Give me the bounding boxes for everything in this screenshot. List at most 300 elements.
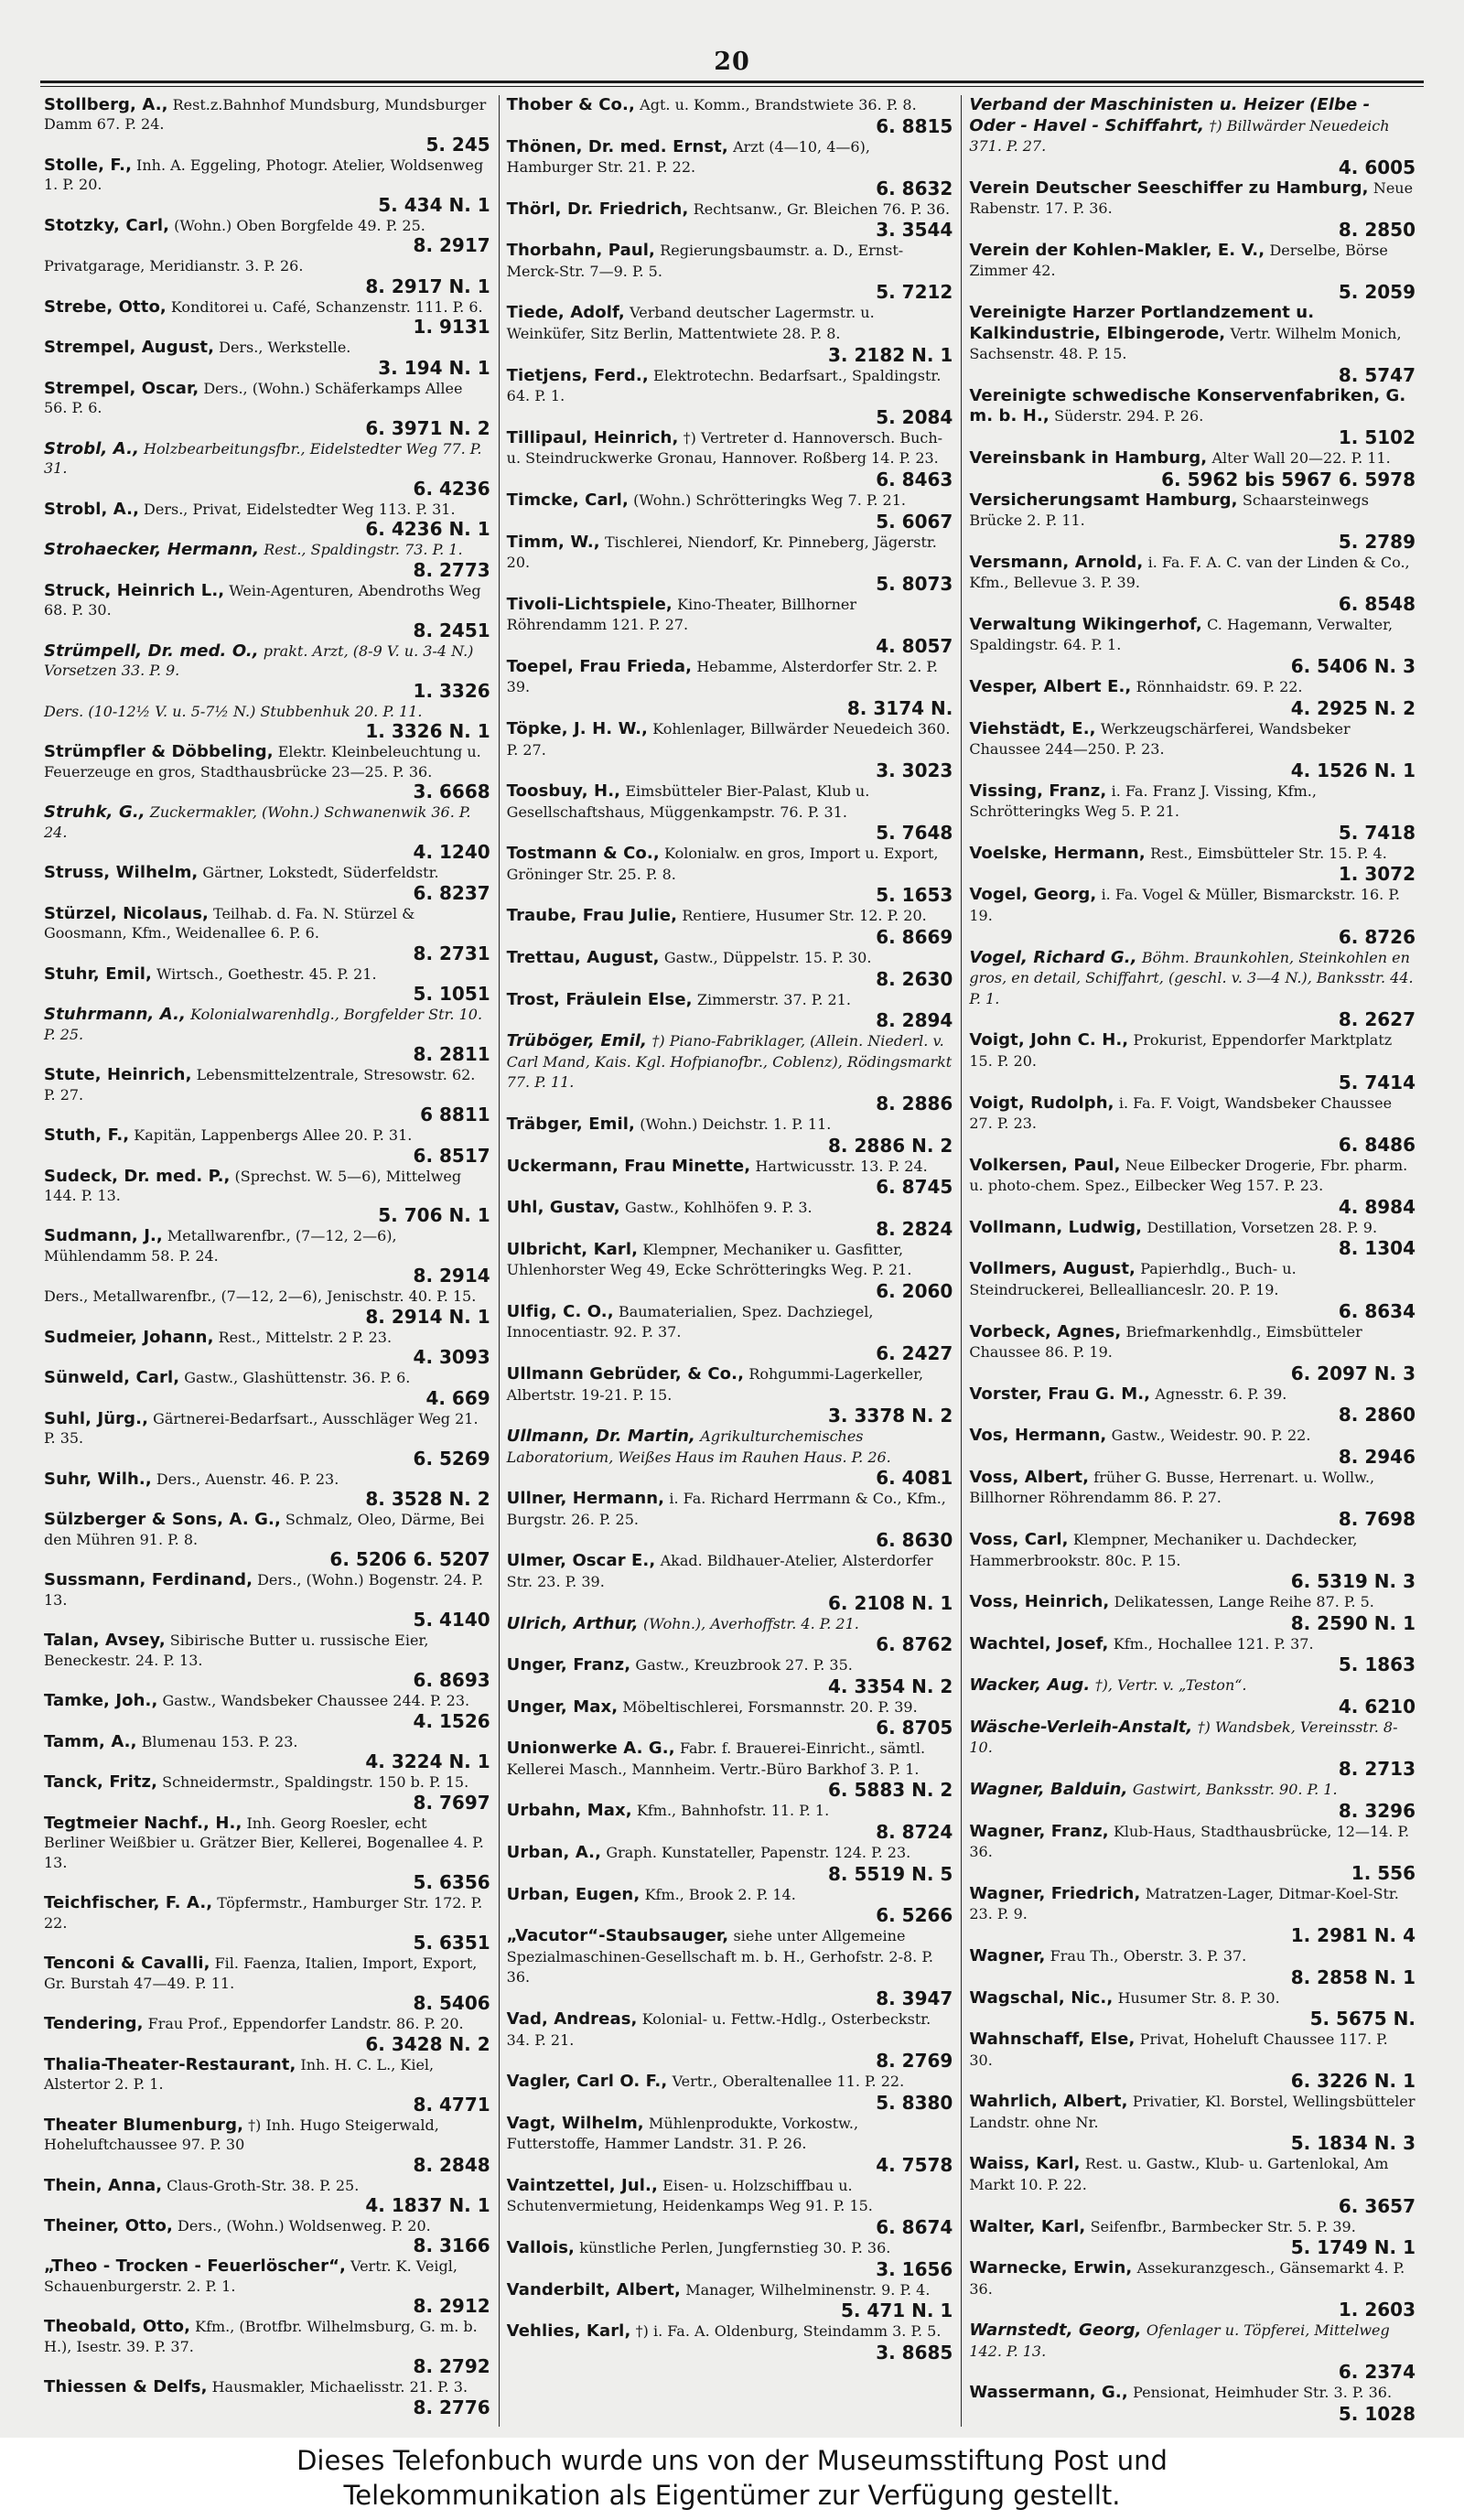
- directory-entry: [507, 303, 953, 364]
- entry-address: Inh. Georg Roesler, echt Berliner Weißbier u. Grätzer Bier, Kellerei, Bogenallee 4. P. 13.: [44, 1814, 484, 1871]
- directory-entry: [44, 702, 490, 741]
- entry-phone-number: 5. 1653: [876, 884, 953, 907]
- entry-address: Ders., Privat, Eidelstedter Weg 113. P. 31.: [144, 500, 456, 518]
- entry-name: Ulmer, Oscar E.,: [506, 1551, 656, 1571]
- directory-entry: [44, 641, 490, 701]
- entry-address: Akad. Bildhauer-Atelier, Alsterdorfer Str. 23. P. 39.: [506, 1552, 933, 1591]
- entry-name: Strohaecker, Hermann,: [44, 540, 260, 560]
- entry-name: Vaintzettel, Jul.,: [506, 2175, 658, 2195]
- directory-entry: [44, 1954, 490, 2013]
- entry-name: Versmann, Arnold,: [969, 552, 1144, 572]
- entry-phone-number: 8. 2811: [413, 1043, 490, 1066]
- entry-phone-number: 8. 2917 N. 1: [365, 275, 490, 297]
- entry-address: Assekuranzgesch., Gänsemarkt 4. P. 36.: [969, 2259, 1405, 2298]
- entry-phone-number: 5. 8380: [876, 2091, 953, 2114]
- entry-address: Klempner, Mechaniker u. Dachdecker, Hammerbrookstr. 80c. P. 15.: [969, 1531, 1358, 1569]
- entry-name: Voss, Heinrich,: [969, 1592, 1110, 1612]
- entry-phone-number: 6. 5266: [876, 1904, 953, 1927]
- entry-address: †) Piano-Fabriklager, (Allein. Niederl. v. Carl Mand, Kais. Kgl. Hofpianofbr., Coblenz), Rödingsmarkt 77. P. 11.: [506, 1032, 953, 1092]
- entry-phone-number: 4. 1526 N. 1: [1290, 759, 1416, 781]
- entry-phone-number: 5. 471 N. 1: [840, 2299, 953, 2322]
- entry-name: Tostmann & Co.,: [506, 844, 660, 864]
- entry-address: Frau Prof., Eppendorfer Landstr. 86. P. 20.: [147, 2015, 464, 2033]
- entry-address: Gastw., Düppelstr. 15. P. 30.: [663, 949, 872, 967]
- directory-column-2: [499, 95, 962, 2427]
- entry-address: Eimsbütteler Bier-Palast, Klub u. Gesellschaftshaus, Müggenkampstr. 76. P. 31.: [506, 782, 870, 821]
- directory-entry: [44, 256, 490, 296]
- entry-address: †) Wandsbek, Vereinsstr. 8-10.: [969, 1718, 1398, 1757]
- entry-name: Unger, Franz,: [506, 1655, 631, 1675]
- entry-address: Neue Rabenstr. 17. P. 36.: [969, 178, 1414, 218]
- entry-phone-number: 6. 8517: [413, 1144, 490, 1167]
- directory-entry: [44, 338, 490, 377]
- entry-name: Thönen, Dr. med. Ernst,: [506, 136, 728, 156]
- directory-entry: [44, 1732, 490, 1772]
- directory-entry: [969, 1634, 1416, 1675]
- entry-phone-number: 8. 2886: [876, 1092, 953, 1115]
- entry-phone-number: 1. 2981 N. 4: [1290, 1923, 1416, 1946]
- directory-entry: [507, 2321, 953, 2363]
- directory-entry: [507, 990, 953, 1031]
- entry-address: Ders., Werkstelle.: [219, 339, 351, 357]
- directory-entry: [507, 1489, 953, 1550]
- entry-name: Stuth, F.,: [44, 1125, 130, 1146]
- entry-name: Thörl, Dr. Friedrich,: [506, 199, 689, 219]
- directory-entry: [44, 500, 490, 539]
- entry-phone-number: 6. 8726: [1338, 925, 1416, 948]
- entry-address: Kolonial- u. Fettw.-Hdlg., Osterbeckstr. 34. P. 21.: [506, 2009, 931, 2049]
- entry-phone-number: 6. 3657: [1338, 2194, 1416, 2217]
- entry-address: Rentiere, Husumer Str. 12. P. 20.: [682, 907, 927, 925]
- entry-address: Alter Wall 20—22. P. 11.: [1211, 448, 1391, 467]
- footer-line-2: Telekommunikation als Eigentümer zur Verfügung gestellt.: [343, 2480, 1121, 2511]
- entry-name: Wagschal, Nic.,: [969, 1987, 1114, 2008]
- directory-entry: [969, 95, 1416, 178]
- entry-address: Zuckermakler, (Wohn.) Schwanenwik 36. P. 24.: [44, 803, 471, 841]
- directory-entry: [44, 1125, 490, 1165]
- directory-entry: [507, 1801, 953, 1842]
- entry-address: Elektrotechn. Bedarfsart., Spaldingstr. 64. P. 1.: [506, 366, 942, 405]
- entry-phone-number: 8. 7698: [1338, 1508, 1416, 1531]
- entry-address: Schmalz, Oleo, Därme, Bei den Mühren 91. P. 8.: [44, 1511, 485, 1548]
- entry-name: Töpke, J. H. W.,: [506, 718, 648, 738]
- entry-address: Süderstr. 294. P. 26.: [1054, 407, 1204, 425]
- entry-address: Arzt (4—10, 4—6), Hamburger Str. 21. P. 22.: [506, 137, 870, 177]
- directory-entry: [44, 379, 490, 438]
- entry-phone-number: 8. 2776: [413, 2396, 490, 2418]
- entry-name: Wagner, Franz,: [969, 1821, 1109, 1841]
- entry-name: Waiss, Karl,: [969, 2154, 1081, 2174]
- entry-phone-number: 6. 8745: [876, 1176, 953, 1199]
- entry-address: Frau Th., Oberstr. 3. P. 37.: [1050, 1946, 1247, 1965]
- entry-phone-number: 8. 5406: [413, 1992, 490, 2015]
- entry-phone-number: 5. 6356: [413, 1871, 490, 1894]
- entry-address: Schaarsteinwegs Brücke 2. P. 11.: [969, 490, 1369, 530]
- entry-phone-number: 8. 7697: [413, 1791, 490, 1814]
- entry-name: Vagler, Carl O. F.,: [506, 2072, 668, 2092]
- entry-phone-number: 6. 8632: [876, 177, 953, 199]
- entry-phone-number: 8. 2824: [876, 1217, 953, 1240]
- directory-entry: [507, 1302, 953, 1363]
- directory-entry: [507, 2238, 953, 2279]
- directory-entry: [969, 241, 1416, 302]
- entry-phone-number: 8. 5747: [1338, 363, 1416, 386]
- directory-entry: [969, 303, 1416, 385]
- entry-address: Graph. Kunstateller, Papenstr. 124. P. 23.: [606, 1844, 911, 1862]
- entry-name: Sussmann, Ferdinand,: [44, 1570, 253, 1590]
- directory-entry: [507, 2009, 953, 2071]
- directory-entry: [969, 844, 1416, 885]
- entry-name: Ullmann Gebrüder, & Co.,: [506, 1363, 745, 1384]
- entry-name: Volkersen, Paul,: [969, 1155, 1121, 1175]
- entry-address: Rest.z.Bahnhof Mundsburg, Mundsburger Damm 67. P. 24.: [44, 96, 487, 134]
- directory-column-1: [40, 95, 499, 2427]
- directory-entry: [969, 2217, 1416, 2258]
- directory-entry: [969, 1030, 1416, 1092]
- entry-address: (Wohn.), Averhoffstr. 4. P. 21.: [643, 1614, 859, 1632]
- entry-address: Klub-Haus, Stadthausbrücke, 12—14. P. 36.: [969, 1822, 1410, 1861]
- entry-address: Hartwicusstr. 13. P. 24.: [755, 1157, 928, 1175]
- entry-name: Ulbricht, Karl,: [506, 1239, 639, 1259]
- entry-name: Trüböger, Emil,: [506, 1031, 648, 1051]
- entry-name: Stotzky, Carl,: [44, 215, 170, 235]
- entry-phone-number: 5. 2789: [1338, 530, 1416, 553]
- directory-entry: [44, 2256, 490, 2316]
- entry-name: Voigt, Rudolph,: [969, 1093, 1114, 1113]
- entry-name: Verein Deutscher Seeschiffer zu Hamburg,: [969, 178, 1369, 198]
- directory-entry: [507, 1739, 953, 1800]
- directory-entry: [44, 2055, 490, 2115]
- entry-name: Verwaltung Wikingerhof,: [969, 614, 1202, 634]
- directory-entry: [44, 802, 490, 862]
- entry-phone-number: 8. 2627: [1338, 1008, 1416, 1031]
- entry-phone-number: 8. 4771: [413, 2093, 490, 2116]
- entry-phone-number: 5. 6067: [876, 510, 953, 533]
- entry-phone-number: 5. 1863: [1338, 1653, 1416, 1676]
- entry-phone-number: 4. 6210: [1338, 1695, 1416, 1718]
- entry-phone-number: 6. 4081: [876, 1467, 953, 1490]
- directory-entry: [969, 1946, 1416, 1987]
- entry-phone-number: 6. 8486: [1338, 1133, 1416, 1156]
- entry-name: Suhr, Wilh.,: [44, 1469, 152, 1489]
- entry-name: Verein der Kohlen-Makler, E. V.,: [969, 240, 1265, 260]
- entry-name: Urbahn, Max,: [506, 1801, 632, 1821]
- directory-entry: [969, 1988, 1416, 2030]
- entry-name: „Theo - Trocken - Feuerlöscher“,: [44, 2256, 346, 2277]
- entry-address: Teilhab. d. Fa. N. Stürzel & Goosmann, Kfm., Weidenallee 6. P. 6.: [44, 904, 415, 942]
- directory-entry: [969, 1468, 1416, 1529]
- entry-address: Derselbe, Börse Zimmer 42.: [969, 241, 1388, 280]
- entry-address: Böhm. Braunkohlen, Steinkohlen en gros, en detail, Schiffahrt, (geschl. v. 3—4 N.), Banksstr. 44. P. 1.: [969, 948, 1414, 1007]
- entry-name: Voigt, John C. H.,: [969, 1030, 1129, 1050]
- entry-name: Vereinigte schwedische Konservenfabriken, G. m. b. H.,: [969, 385, 1406, 426]
- directory-entry: [507, 95, 953, 136]
- entry-phone-number: 5. 1834 N. 3: [1290, 2132, 1416, 2155]
- entry-phone-number: 6. 8762: [876, 1633, 953, 1656]
- entry-phone-number: 4. 2925 N. 2: [1290, 696, 1416, 719]
- entry-name: Toepel, Frau Frieda,: [506, 656, 693, 676]
- entry-address: Zimmerstr. 37. P. 21.: [696, 990, 851, 1008]
- directory-entry: [507, 1551, 953, 1612]
- directory-entry: [507, 1240, 953, 1301]
- entry-phone-number: 8. 1304: [1338, 1237, 1416, 1260]
- entry-name: Verband der Maschinisten u. Heizer (Elbe - Oder - Havel - Schiffahrt,: [969, 95, 1371, 135]
- entry-phone-number: 6. 8548: [1338, 592, 1416, 615]
- entry-phone-number: 6. 2374: [1338, 2361, 1416, 2384]
- entry-phone-number: 6. 8630: [876, 1529, 953, 1552]
- entry-phone-number: 5. 6351: [413, 1932, 490, 1955]
- entry-address: Kfm., Bahnhofstr. 11. P. 1.: [636, 1802, 830, 1820]
- entry-address: Schneidermstr., Spaldingstr. 150 b. P. 15.: [162, 1773, 469, 1792]
- entry-name: Wagner, Balduin,: [969, 1780, 1128, 1800]
- entry-phone-number: 8. 2917: [413, 234, 490, 257]
- entry-address: Fabr. f. Brauerei-Einricht., sämtl. Kellerei Masch., Mannheim. Vertr.-Büro Barkhof 3. P. 1.: [506, 1739, 926, 1778]
- entry-address: Ofenlager u. Töpferei, Mittelweg 142. P. 13.: [969, 2321, 1390, 2360]
- directory-entry: [44, 904, 490, 964]
- entry-phone-number: 8. 2914: [413, 1265, 490, 1287]
- entry-address: Baumaterialien, Spez. Dachziegel, Innocentiastr. 92. P. 37.: [506, 1302, 874, 1341]
- directory-entry: [969, 1093, 1416, 1155]
- entry-address: Rohgummi-Lagerkeller, Albertstr. 19-21. P. 15.: [506, 1364, 924, 1404]
- entry-address: Verband deutscher Lagermstr. u. Weinküfer, Sitz Berlin, Mattentwiete 28. P. 8.: [506, 304, 875, 343]
- entry-phone-number: 4. 7578: [876, 2153, 953, 2176]
- directory-entry: [507, 1926, 953, 2008]
- directory-entry: [969, 677, 1416, 718]
- directory-entry: [507, 2072, 953, 2113]
- directory-entry: [969, 386, 1416, 447]
- entry-phone-number: 1. 3326 N. 1: [365, 720, 490, 743]
- entry-phone-number: 8. 2769: [876, 2050, 953, 2073]
- directory-entry: [44, 2377, 490, 2417]
- entry-phone-number: 8. 3528 N. 2: [365, 1488, 490, 1511]
- entry-address: (Wohn.) Schrötteringks Weg 7. P. 21.: [633, 490, 906, 509]
- directory-entry: [507, 241, 953, 302]
- entry-phone-number: 6. 8693: [413, 1669, 490, 1692]
- entry-address: (Sprechst. W. 5—6), Mittelweg 144. P. 13.: [44, 1167, 462, 1204]
- entry-address: Inh. A. Eggeling, Photogr. Atelier, Woldsenweg 1. P. 20.: [44, 156, 484, 194]
- entry-address: †) Inh. Hugo Steigerwald, Hoheluftchaussee 97. P. 30: [44, 2116, 439, 2154]
- entry-name: Thalia-Theater-Restaurant,: [44, 2054, 296, 2074]
- directory-entry: [969, 615, 1416, 676]
- entry-phone-number: 8. 2792: [413, 2355, 490, 2378]
- entry-phone-number: 8. 2731: [413, 942, 490, 964]
- entry-phone-number: 3. 6668: [413, 781, 490, 803]
- entry-phone-number: 4. 3224 N. 1: [365, 1750, 490, 1773]
- directory-entry: [507, 1031, 953, 1114]
- entry-name: Tamm, A.,: [44, 1731, 137, 1751]
- directory-entry: [969, 1718, 1416, 1779]
- entry-address: †) Vertreter d. Hannoversch. Buch- u. Steindruckwerke Gronau, Hannover. Roßberg 14. P. 23.: [506, 428, 943, 468]
- entry-phone-number: 4. 8984: [1338, 1195, 1416, 1218]
- entry-address: Husumer Str. 8. P. 30.: [1117, 1988, 1280, 2007]
- entry-phone-number: 4. 1240: [413, 841, 490, 864]
- entry-phone-number: 8. 2630: [876, 967, 953, 990]
- directory-entry: [44, 1409, 490, 1469]
- entry-name: Uckermann, Frau Minette,: [506, 1156, 751, 1176]
- entry-phone-number: 1. 2603: [1338, 2299, 1416, 2321]
- directory-entry: [44, 1226, 490, 1286]
- entry-phone-number: 6. 2108 N. 1: [828, 1591, 953, 1614]
- entry-address: Privatgarage, Meridianstr. 3. P. 26.: [44, 257, 304, 275]
- entry-address: Kapitän, Lappenbergs Allee 20. P. 31.: [134, 1126, 413, 1145]
- entry-address: Ders., (Wohn.) Woldsenweg. P. 20.: [177, 2217, 431, 2235]
- entry-phone-number: 8. 2946: [1338, 1445, 1416, 1468]
- directory-entry: [44, 297, 490, 337]
- entry-name: Sudmann, J.,: [44, 1226, 163, 1246]
- entry-name: Stürzel, Nicolaus,: [44, 903, 209, 923]
- page-number: 20: [714, 48, 750, 76]
- entry-name: Tegtmeier Nachf., H.,: [44, 1813, 242, 1833]
- entry-phone-number: 5. 1749 N. 1: [1290, 2236, 1416, 2259]
- entry-phone-number: 8. 2858 N. 1: [1290, 1965, 1416, 1988]
- entry-phone-number: 3. 2182 N. 1: [828, 343, 953, 366]
- entry-name: Voelske, Hermann,: [969, 843, 1146, 863]
- directory-entry: [969, 719, 1416, 781]
- entry-name: Vissing, Franz,: [969, 781, 1107, 801]
- entry-address: künstliche Perlen, Jungfernstieg 30. P. 36.: [579, 2239, 891, 2256]
- directory-entry: [507, 199, 953, 241]
- directory-entry: [969, 1675, 1416, 1717]
- entry-address: Agrikulturchemisches Laboratorium, Weißes Haus im Rauhen Haus. P. 26.: [506, 1427, 891, 1466]
- entry-name: Tanck, Fritz,: [44, 1772, 158, 1793]
- directory-entry: [969, 1156, 1416, 1217]
- directory-entry: [507, 2280, 953, 2321]
- directory-entry: [44, 1814, 490, 1892]
- entry-name: Sülzberger & Sons, A. G.,: [44, 1510, 281, 1530]
- entry-phone-number: 8. 3166: [413, 2235, 490, 2257]
- directory-entry: [969, 1322, 1416, 1384]
- entry-name: Voss, Albert,: [969, 1467, 1090, 1487]
- entry-name: Strobl, A.,: [44, 499, 140, 519]
- directory-entry: [507, 657, 953, 718]
- entry-name: Ulfig, C. O.,: [506, 1301, 614, 1321]
- entry-phone-number: 6. 5319 N. 3: [1290, 1570, 1416, 1593]
- entry-address: Werkzeugschärferei, Wandsbeker Chaussee 244—250. P. 23.: [969, 719, 1351, 759]
- entry-address: Fil. Faenza, Italien, Import, Export, Gr. Burstah 47—49. P. 11.: [44, 1955, 478, 1992]
- entry-phone-number: 4. 1837 N. 1: [365, 2194, 490, 2216]
- entry-phone-number: 5. 706 N. 1: [378, 1204, 490, 1227]
- entry-name: Wassermann, G.,: [969, 2383, 1128, 2403]
- directory-entry: [507, 948, 953, 989]
- directory-entry: [507, 781, 953, 843]
- entry-name: Strempel, August,: [44, 338, 215, 358]
- directory-entry: [969, 490, 1416, 552]
- entry-name: Vollmers, August,: [969, 1259, 1136, 1279]
- entry-address: †) i. Fa. A. Oldenburg, Steindamm 3. P. 5.: [635, 2322, 942, 2341]
- entry-phone-number: 1. 5102: [1338, 425, 1416, 448]
- entry-address: Kfm., Hochallee 121. P. 37.: [1113, 1634, 1314, 1653]
- entry-phone-number: 1. 3072: [1338, 863, 1416, 886]
- entry-address: Töpfermstr., Hamburger Str. 172. P. 22.: [44, 1894, 483, 1932]
- header-rule: [40, 81, 1424, 83]
- entry-name: Vogel, Richard G.,: [969, 947, 1137, 967]
- directory-entry: [969, 448, 1416, 490]
- directory-entry: [507, 1843, 953, 1884]
- entry-name: Wagner, Friedrich,: [969, 1883, 1141, 1903]
- entry-phone-number: 8. 2912: [413, 2295, 490, 2318]
- entry-address: Delikatessen, Lange Reihe 87. P. 5.: [1114, 1593, 1374, 1611]
- entry-phone-number: 4. 3093: [413, 1346, 490, 1369]
- entry-address: i. Fa. F. Voigt, Wandsbeker Chaussee 27. P. 23.: [969, 1093, 1393, 1133]
- entry-address: Rest., Spaldingstr. 73. P. 1.: [264, 541, 463, 559]
- entry-phone-number: 3. 3023: [876, 759, 953, 782]
- entry-address: Rest., Mittelstr. 2 P. 23.: [218, 1328, 393, 1346]
- directory-entry: [44, 964, 490, 1004]
- directory-entry: [44, 1772, 490, 1812]
- entry-address: †), Vertr. v. „Teston“.: [1094, 1676, 1247, 1695]
- directory-entry: [507, 906, 953, 947]
- directory-entry: [507, 2176, 953, 2237]
- directory-entry: [44, 1005, 490, 1064]
- entry-name: Vorster, Frau G. M.,: [969, 1384, 1151, 1404]
- directory-entry: [44, 581, 490, 641]
- entry-phone-number: 6. 2097 N. 3: [1290, 1362, 1416, 1384]
- entry-phone-number: 8. 2914 N. 1: [365, 1305, 490, 1328]
- directory-entry: [969, 885, 1416, 946]
- entry-address: Gastwirt, Banksstr. 90. P. 1.: [1132, 1781, 1338, 1799]
- directory-entry: [969, 178, 1416, 240]
- directory-entry: [507, 137, 953, 199]
- entry-address: Gastw., Weidestr. 90. P. 22.: [1111, 1427, 1311, 1445]
- entry-phone-number: 6. 8705: [876, 1717, 953, 1739]
- entry-name: Vogel, Georg,: [969, 885, 1097, 905]
- entry-address: Agnesstr. 6. P. 39.: [1155, 1384, 1287, 1403]
- directory-entry: [507, 428, 953, 490]
- entry-phone-number: 8. 2850: [1338, 218, 1416, 241]
- directory-entry: [507, 719, 953, 781]
- directory-entry: [44, 2317, 490, 2376]
- entry-name: Theater Blumenburg,: [44, 2115, 244, 2135]
- entry-address: Rest., Eimsbütteler Str. 15. P. 4.: [1150, 844, 1387, 862]
- entry-address: früher G. Busse, Herrenart. u. Wollw., Billhorner Röhrendamm 86. P. 27.: [969, 1468, 1375, 1507]
- entry-address: i. Fa. Franz J. Vissing, Kfm., Schrötteringks Weg 5. P. 21.: [969, 781, 1317, 821]
- entry-name: Teichfischer, F. A.,: [44, 1893, 213, 1913]
- entry-name: Theobald, Otto,: [44, 2317, 191, 2337]
- entry-name: Versicherungsamt Hamburg,: [969, 490, 1238, 510]
- entry-name: Unionwerke A. G.,: [506, 1739, 675, 1759]
- entry-address: Papierhdlg., Buch- u. Steindruckerei, Belleallianceslr. 20. P. 19.: [969, 1260, 1297, 1298]
- entry-name: Voss, Carl,: [969, 1530, 1069, 1550]
- entry-address: Agt. u. Komm., Brandstwiete 36. P. 8.: [640, 96, 917, 113]
- entry-name: Tivoli-Lichtspiele,: [506, 594, 673, 614]
- entry-name: Vereinsbank in Hamburg,: [969, 447, 1208, 468]
- entry-phone-number: 6. 5269: [413, 1447, 490, 1470]
- entry-name: Ulrich, Arthur,: [506, 1613, 639, 1633]
- entry-name: Tietjens, Ferd.,: [506, 365, 649, 385]
- entry-address: Wein-Agenturen, Abendroths Weg 68. P. 30.: [44, 581, 481, 619]
- entry-address: Privatier, Kl. Borstel, Wellingsbütteler Landstr. ohne Nr.: [969, 2093, 1416, 2131]
- directory-entry: [969, 2258, 1416, 2320]
- entry-name: Urban, A.,: [506, 1843, 602, 1863]
- entry-name: Urban, Eugen,: [506, 1884, 640, 1904]
- entry-address: Sibirische Butter u. russische Eier, Beneckestr. 24. P. 13.: [44, 1632, 429, 1669]
- entry-phone-number: 1. 9131: [413, 316, 490, 339]
- entry-address: siehe unter Allgemeine Spezialmaschinen-Gesellschaft m. b. H., Gerhofstr. 2-8. P. 36.: [506, 1927, 933, 1987]
- entry-name: Strümpfler & Döbbeling,: [44, 742, 274, 762]
- entry-name: Tamke, Joh.,: [44, 1691, 158, 1711]
- entry-phone-number: 8. 5519 N. 5: [828, 1862, 953, 1885]
- entry-name: Thiessen & Delfs,: [44, 2377, 208, 2397]
- entry-name: Ullmann, Dr. Martin,: [506, 1427, 695, 1447]
- entry-name: Strebe, Otto,: [44, 296, 167, 317]
- directory-entry: [507, 1885, 953, 1926]
- entry-name: Vesper, Albert E.,: [969, 676, 1132, 696]
- directory-entry: [507, 533, 953, 594]
- entry-name: Thorbahn, Paul,: [506, 241, 655, 261]
- directory-entry: [44, 1065, 490, 1125]
- entry-phone-number: 5. 434 N. 1: [378, 193, 490, 216]
- entry-phone-number: 6. 8634: [1338, 1299, 1416, 1322]
